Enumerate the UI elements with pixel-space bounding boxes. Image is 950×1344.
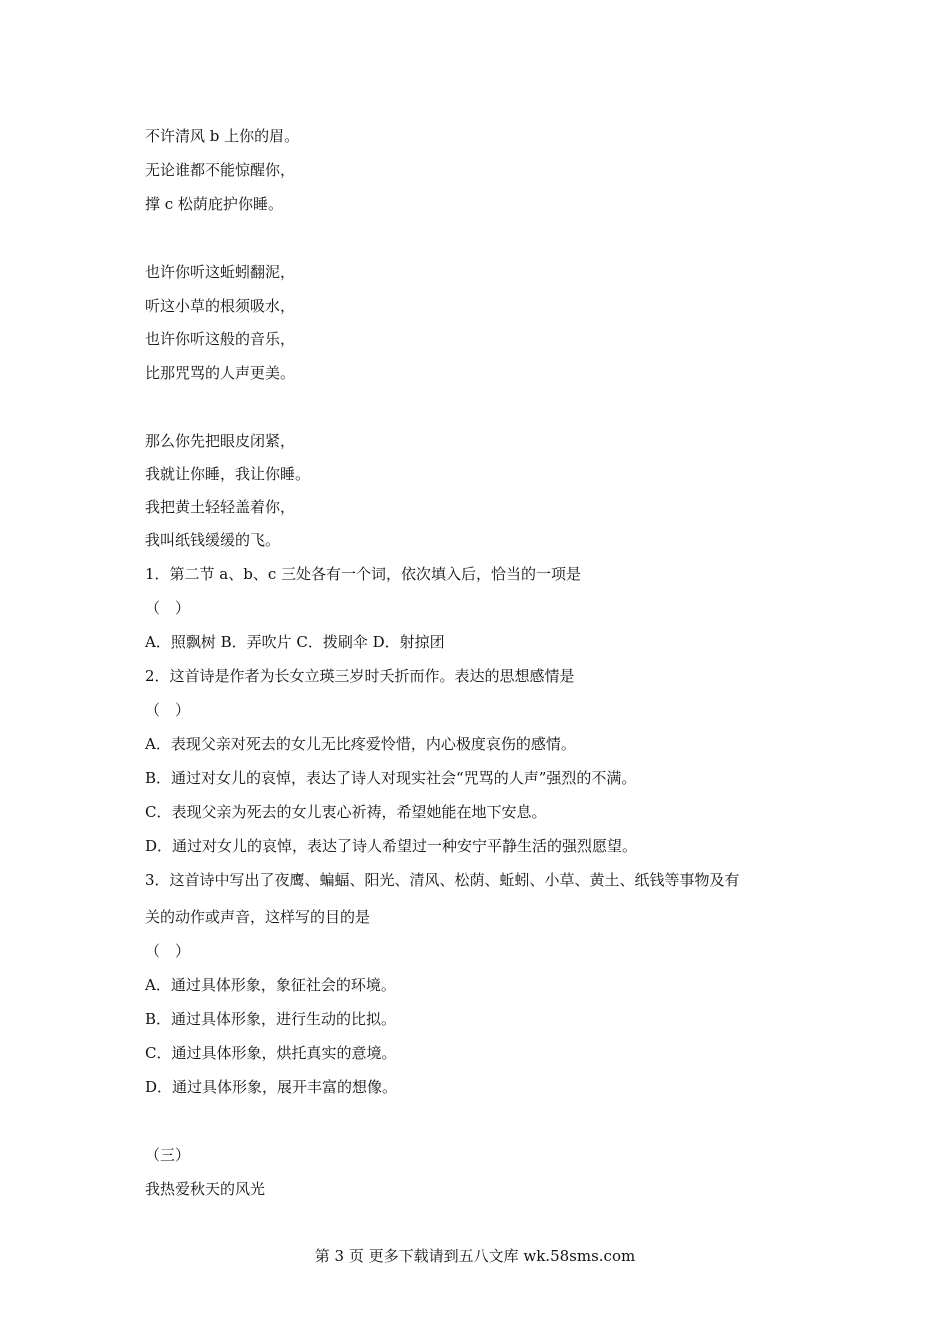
poem-line: 我把黄土轻轻盖着你，	[145, 498, 296, 516]
poem-line: 比那咒骂的人声更美。	[145, 364, 296, 382]
answer-bracket: （ ）	[145, 599, 191, 617]
section-title: 我热爱秋天的风光	[145, 1180, 266, 1198]
poem-line: 那么你先把眼皮闭紧，	[145, 432, 296, 450]
section-heading: （三）	[145, 1146, 191, 1164]
poem-line: 我叫纸钱缓缓的飞。	[145, 531, 281, 549]
answer-bracket: （ ）	[145, 942, 191, 960]
poem-line: 撑 c 松荫庇护你睡。	[145, 195, 283, 213]
question-3-option-b: B．通过具体形象，进行生动的比拟。	[145, 1010, 397, 1028]
poem-line: 也许你听这般的音乐，	[145, 330, 296, 348]
question-3-option-c: C．通过具体形象，烘托真实的意境。	[145, 1044, 397, 1062]
question-1-options: A．照飘树 B．弄吹片 C．拨刷伞 D．射掠团	[145, 633, 445, 651]
poem-line: 无论谁都不能惊醒你，	[145, 161, 296, 179]
poem-line: 也许你听这蚯蚓翻泥，	[145, 263, 296, 281]
poem-line: 不许清风 b 上你的眉。	[145, 127, 300, 145]
question-2-option-a: A．表现父亲对死去的女儿无比疼爱怜惜，内心极度哀伤的感情。	[145, 735, 576, 753]
question-3-option-a: A．通过具体形象，象征社会的环境。	[145, 976, 396, 994]
poem-line: 我就让你睡，我让你睡。	[145, 465, 311, 483]
question-3-stem: 3．这首诗中写出了夜鹰、蝙蝠、阳光、清风、松荫、蚯蚓、小草、黄土、纸钱等事物及有	[145, 871, 740, 889]
question-2-stem: 2．这首诗是作者为长女立瑛三岁时夭折而作。表达的思想感情是	[145, 667, 575, 685]
poem-line: 听这小草的根须吸水，	[145, 297, 296, 315]
question-2-option-c: C．表现父亲为死去的女儿衷心祈祷，希望她能在地下安息。	[145, 803, 547, 821]
question-2-option-d: D．通过对女儿的哀悼，表达了诗人希望过一种安宁平静生活的强烈愿望。	[145, 837, 638, 855]
question-2-option-b: B．通过对女儿的哀悼，表达了诗人对现实社会“咒骂的人声”强烈的不满。	[145, 769, 637, 787]
page-footer: 第 3 页 更多下载请到五八文库 wk.58sms.com	[314, 1247, 636, 1265]
question-3-option-d: D．通过具体形象，展开丰富的想像。	[145, 1078, 398, 1096]
question-3-stem-continued: 关的动作或声音，这样写的目的是	[145, 908, 371, 926]
answer-bracket: （ ）	[145, 701, 191, 719]
question-1-stem: 1．第二节 a、b、c 三处各有一个词，依次填入后，恰当的一项是	[145, 565, 582, 583]
